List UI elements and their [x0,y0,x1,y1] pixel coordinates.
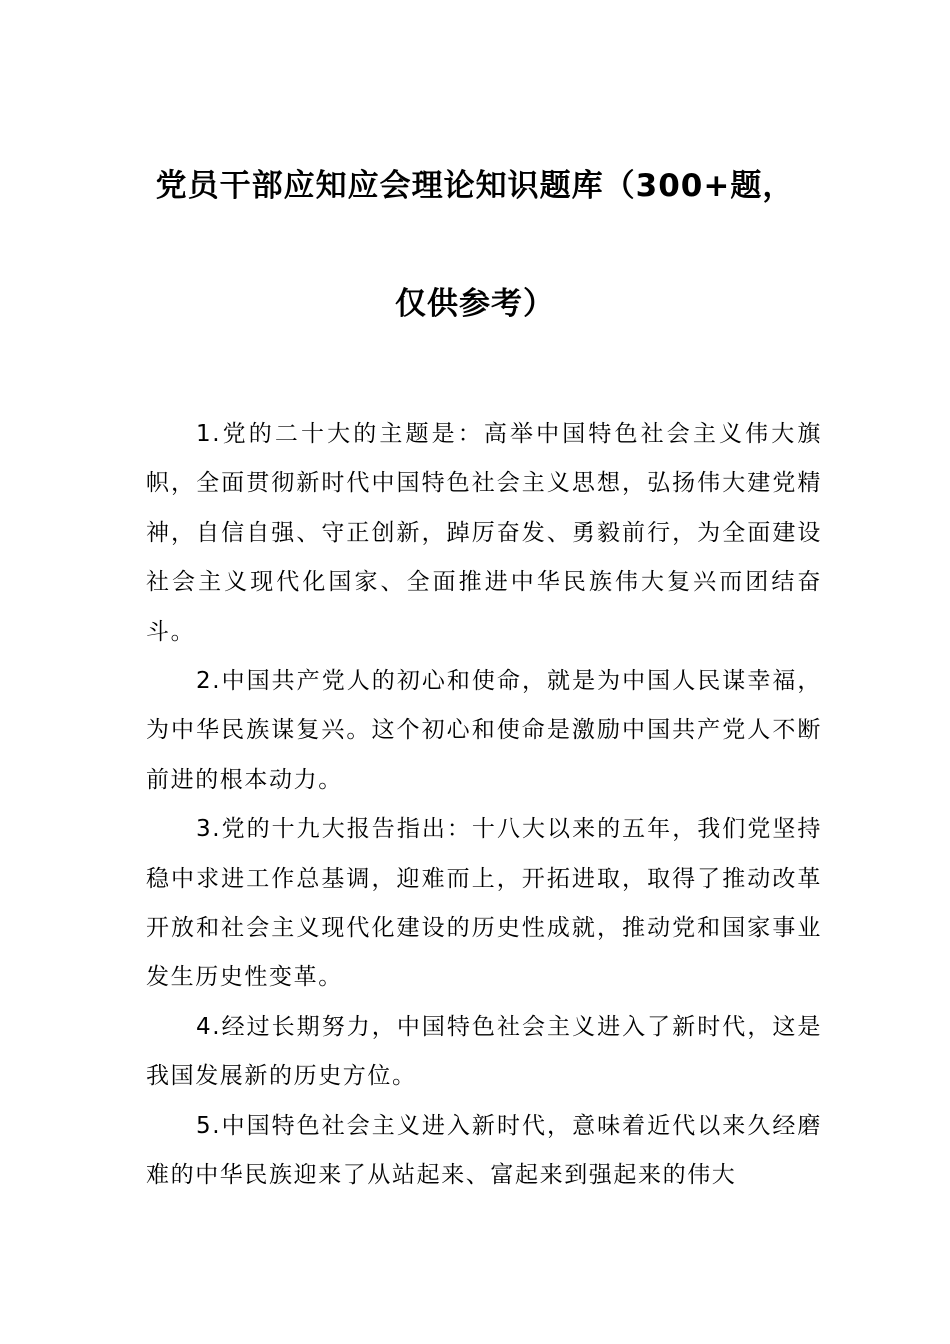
paragraph-4: 4.经过长期努力，中国特色社会主义进入了新时代，这是我国发展新的历史方位。 [146,1013,822,1090]
document-body [146,410,822,1201]
paragraph-1: 1.党的二十大的主题是：高举中国特色社会主义伟大旗帜，全面贯彻新时代中国特色社会主义思想，弘扬伟大建党精神，自信自强、守正创新，踔厉奋发、勇毅前行，为全面建设社会主义现代化国家、全面推进中华民族伟大复兴而团结奋斗。 [146,421,822,645]
paragraph-3: 3.党的十九大报告指出：十八大以来的五年，我们党坚持稳中求进工作总基调，迎难而上，开拓进取，取得了推动改革开放和社会主义现代化建设的历史性成就，推动党和国家事业发生历史性变革。 [146,816,822,991]
document-title-line-2: 仅供参考） [395,286,555,322]
paragraph-2: 2.中国共产党人的初心和使命，就是为中国人民谋幸福，为中华民族谋复兴。这个初心和使命是激励中国共产党人不断前进的根本动力。 [146,668,822,793]
document-title-line-1: 党员干部应知应会理论知识题库（300+题， [155,168,795,204]
paragraph-5: 5.中国特色社会主义进入新时代，意味着近代以来久经磨难的中华民族迎来了从站起来、富起来到强起来的伟大 [146,1112,822,1189]
